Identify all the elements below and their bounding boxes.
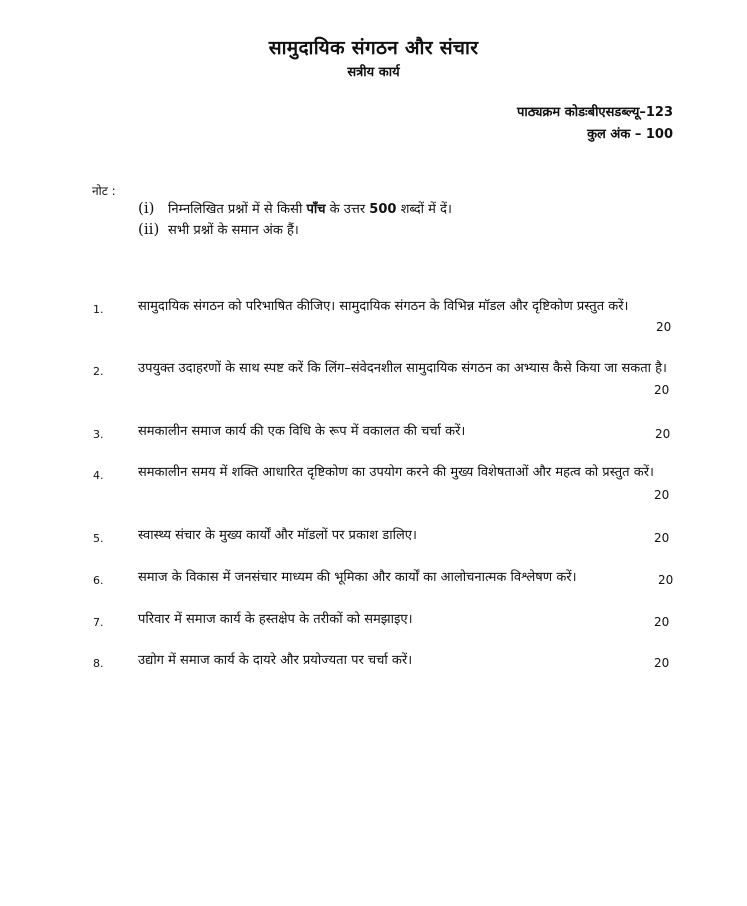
note-item-2 <box>138 220 299 238</box>
question-marks: 20 <box>654 383 670 397</box>
question-number: 5. <box>93 532 104 545</box>
document-subtitle: सत्रीय कार्य <box>347 65 400 80</box>
question-text: समाज के विकास में जनसंचार माध्यम की भूमिका और कार्यों का आलोचनात्मक विश्लेषण करें। <box>138 570 577 585</box>
question-text: उद्योग में समाज कार्य के दायरे और प्रयोज्यता पर चर्चा करें। <box>138 653 413 668</box>
question-marks: 20 <box>654 615 670 629</box>
question-marks: 20 <box>654 656 670 670</box>
document-title: सामुदायिक संगठन और संचार <box>268 37 479 59</box>
question-number: 1. <box>93 303 104 316</box>
question-text: स्वास्थ्य संचार के मुख्य कार्यों और मॉडलों पर प्रकाश डालिए। <box>138 528 417 543</box>
course-code: पाठ्यक्रम कोडःबीएसडब्ल्यू–123 <box>517 105 673 120</box>
question-text: उपयुक्त उदाहरणों के साथ स्पष्ट करें कि लिंग–संवेदनशील सामुदायिक संगठन का अभ्यास कैसे किया जा सकता है। <box>138 361 667 376</box>
note-item-text: निम्नलिखित प्रश्नों में से किसी <box>168 202 307 217</box>
note-item-text: के उत्तर <box>325 202 370 217</box>
question-text: सामुदायिक संगठन को परिभाषित कीजिए। सामुदायिक संगठन के विभिन्न मॉडल और दृष्टिकोण प्रस्तुत करें। <box>138 299 629 314</box>
question-number: 3. <box>93 428 104 441</box>
note-label: नोट : <box>92 184 116 198</box>
note-item-text: सभी प्रश्नों के समान अंक हैं। <box>168 223 299 238</box>
note-item-bold: 500 <box>369 202 397 217</box>
question-marks: 20 <box>656 320 672 334</box>
note-item-numeral: (ii) <box>138 220 160 238</box>
question-marks: 20 <box>654 488 670 502</box>
note-item-1 <box>138 199 452 217</box>
note-item-text: शब्दों में दें। <box>396 202 452 217</box>
question-number: 7. <box>93 616 104 629</box>
question-marks: 20 <box>658 573 674 587</box>
question-number: 4. <box>93 469 104 482</box>
question-number: 2. <box>93 365 104 378</box>
question-number: 6. <box>93 574 104 587</box>
question-text: समकालीन समाज कार्य की एक विधि के रूप में वकालत की चर्चा करें। <box>138 424 466 439</box>
total-marks: कुल अंक – 100 <box>587 127 673 142</box>
note-item-numeral: (i) <box>138 199 155 217</box>
question-number: 8. <box>93 657 104 670</box>
question-text: परिवार में समाज कार्य के हस्तक्षेप के तरीकों को समझाइए। <box>138 612 413 627</box>
question-marks: 20 <box>654 531 670 545</box>
question-marks: 20 <box>655 427 671 441</box>
note-item-bold: पाँच <box>306 202 326 217</box>
question-text: समकालीन समय में शक्ति आधारित दृष्टिकोण का उपयोग करने की मुख्य विशेषताओं और महत्व को प्रस्तुत करें। <box>138 465 654 480</box>
